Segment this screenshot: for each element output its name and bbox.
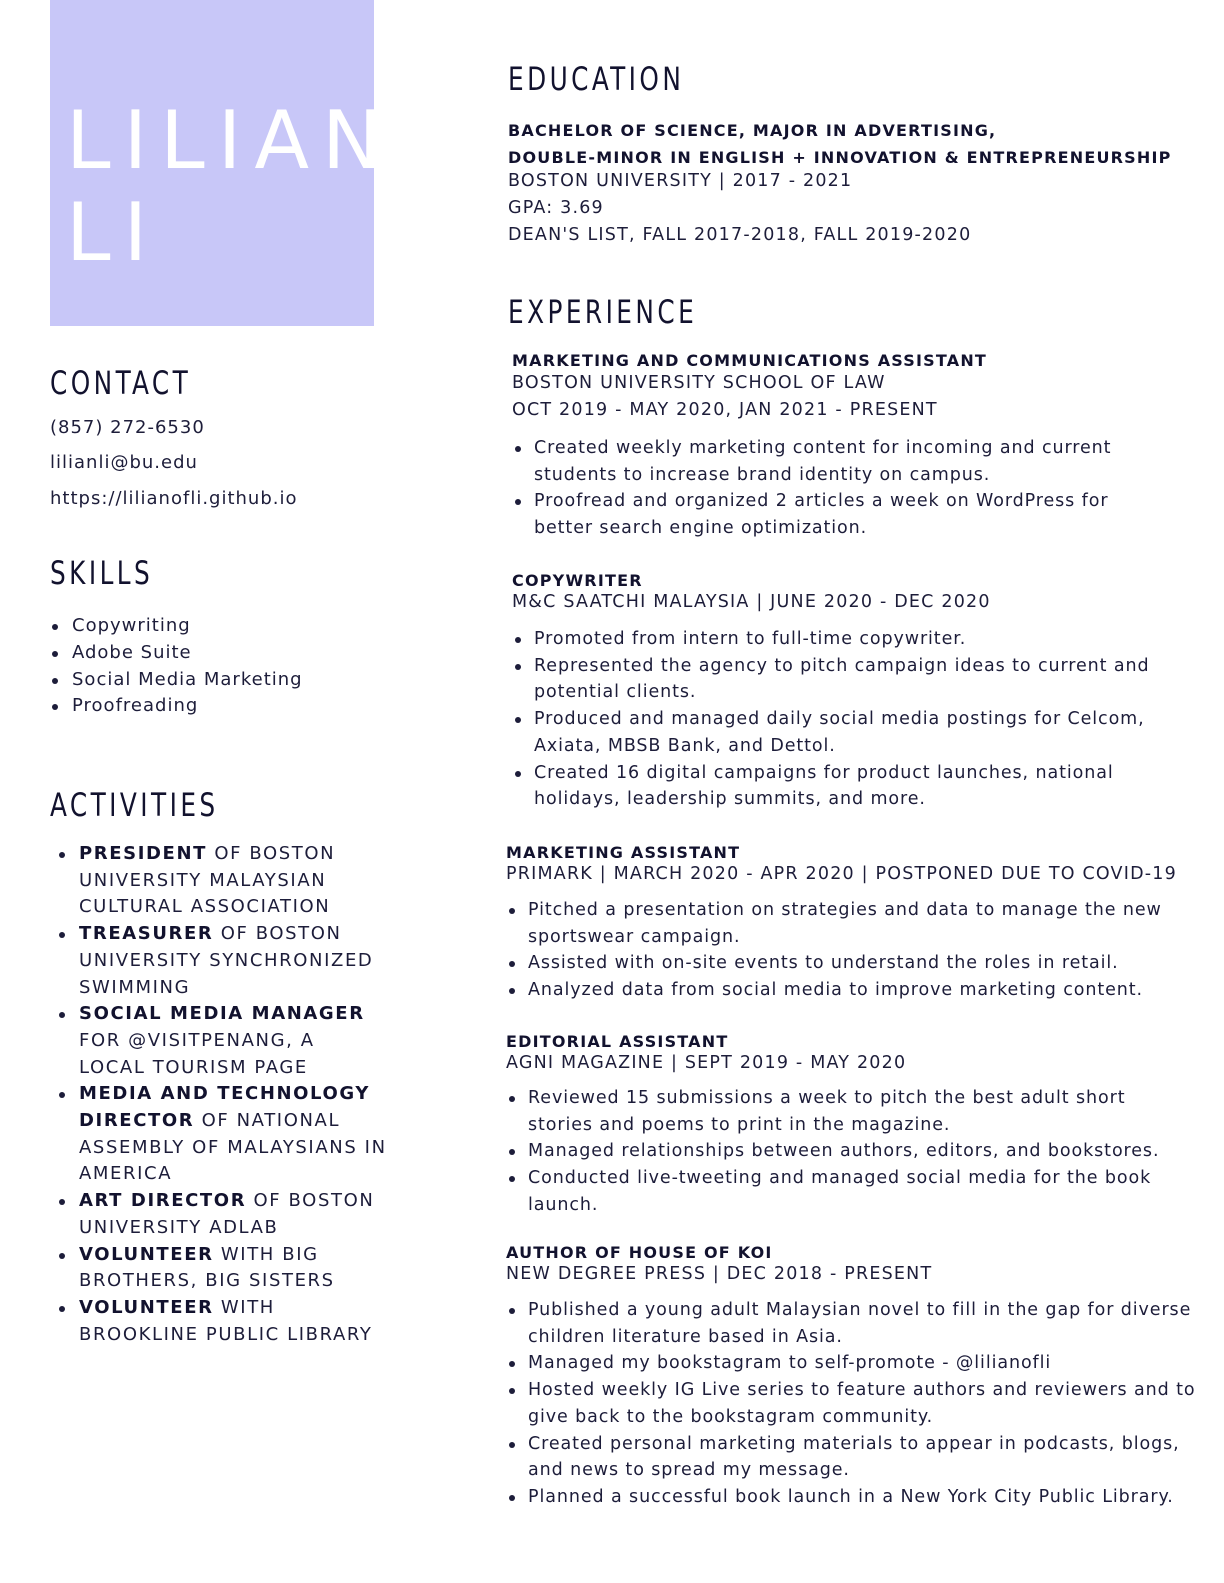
activity-item: [57, 921, 387, 1001]
activity-item: [57, 1188, 387, 1241]
job-bullet: Created weekly marketing content for incoming and current students to increase brand identity on campus.: [512, 435, 1152, 488]
activity-role: PRESIDENT: [79, 843, 207, 864]
contact-heading: CONTACT: [50, 364, 192, 402]
job-org: PRIMARK | MARCH 2020 - APR 2020 | POSTPONED DUE TO COVID-19: [506, 864, 1177, 884]
job-org: NEW DEGREE PRESS | DEC 2018 - PRESENT: [506, 1264, 933, 1284]
job-title: AUTHOR OF HOUSE OF KOI: [506, 1243, 773, 1262]
activity-role: MEDIA AND TECHNOLOGY DIRECTOR: [79, 1083, 371, 1132]
job-bullet: Produced and managed daily social media postings for Celcom, Axiata, MBSB Bank, and Dettol.: [512, 706, 1182, 759]
activity-detail: WITH BIG BROTHERS, BIG SISTERS: [79, 1243, 335, 1292]
job-bullet: Represented the agency to pitch campaign ideas to current and potential clients.: [512, 653, 1182, 706]
job-bullet: Hosted weekly IG Live series to feature authors and reviewers and to give back to the bookstagram community.: [506, 1377, 1206, 1430]
job-bullet: Analyzed data from social media to improve marketing content.: [506, 977, 1186, 1004]
job-title: MARKETING ASSISTANT: [506, 843, 741, 862]
skills-heading: SKILLS: [50, 554, 154, 592]
activities-list: [57, 841, 387, 1348]
activity-role: ART DIRECTOR: [79, 1190, 247, 1212]
activity-role: TREASURER: [79, 923, 214, 945]
skill-item: Social Media Marketing: [50, 667, 370, 694]
activity-role: SOCIAL MEDIA MANAGER: [79, 1003, 365, 1025]
activity-role: VOLUNTEER: [79, 1296, 214, 1318]
skill-item: Copywriting: [50, 613, 370, 640]
job-bullet: Pitched a presentation on strategies and data to manage the new sportswear campaign.: [506, 897, 1186, 950]
job-org: BOSTON UNIVERSITY SCHOOL OF LAW: [512, 373, 886, 393]
job-title: MARKETING AND COMMUNICATIONS ASSISTANT: [512, 351, 988, 370]
job-bullet: Assisted with on-site events to understand the roles in retail.: [506, 950, 1186, 977]
job-org: M&C SAATCHI MALAYSIA | JUNE 2020 - DEC 2020: [512, 592, 991, 612]
job-bullet: Created personal marketing materials to appear in podcasts, blogs, and news to spread my message.: [506, 1431, 1206, 1484]
activity-item: [57, 1081, 387, 1188]
activity-detail: WITH BROOKLINE PUBLIC LIBRARY: [79, 1296, 373, 1345]
activity-detail: OF BOSTON UNIVERSITY MALAYSIAN CULTURAL ASSOCIATION: [79, 843, 336, 918]
job-org: AGNI MAGAZINE | SEPT 2019 - MAY 2020: [506, 1053, 907, 1073]
job-bullet: Promoted from intern to full-time copywriter.: [512, 626, 1182, 653]
job-bullet: Published a young adult Malaysian novel to fill in the gap for diverse children literature based in Asia.: [506, 1297, 1206, 1350]
activity-item: [57, 1001, 387, 1081]
skill-item: Proofreading: [50, 693, 370, 720]
activity-role: VOLUNTEER: [79, 1243, 214, 1265]
job-bullets: [506, 1085, 1186, 1219]
activity-item: [57, 1242, 387, 1295]
name-block: [50, 0, 395, 326]
education-gpa: GPA: 3.69: [508, 198, 604, 218]
job-bullet: Planned a successful book launch in a New York City Public Library.: [506, 1484, 1206, 1511]
job-bullet: Reviewed 15 submissions a week to pitch the best adult short stories and poems to print in the magazine.: [506, 1085, 1186, 1138]
first-name: LILIAN: [66, 94, 395, 187]
contact-email[interactable]: lilianli@bu.edu: [50, 452, 198, 473]
job-bullets: [506, 1297, 1206, 1511]
job-title: COPYWRITER: [512, 571, 643, 590]
job-bullets: [512, 435, 1152, 542]
education-honors: DEAN'S LIST, FALL 2017-2018, FALL 2019-2020: [508, 225, 972, 245]
job-bullets: [506, 897, 1186, 1004]
activity-detail: OF BOSTON UNIVERSITY ADLAB: [79, 1190, 375, 1238]
degree-line-2: DOUBLE-MINOR IN ENGLISH + INNOVATION & ENTREPRENEURSHIP: [508, 148, 1172, 167]
job-bullet: Conducted live-tweeting and managed social media for the book launch.: [506, 1165, 1186, 1218]
skills-list: [50, 613, 370, 720]
job-dates: OCT 2019 - MAY 2020, JAN 2021 - PRESENT: [512, 400, 938, 420]
job-bullets: [512, 626, 1182, 813]
job-bullet: Created 16 digital campaigns for product launches, national holidays, leadership summits, and more.: [512, 760, 1182, 813]
last-name: LI: [66, 186, 161, 279]
job-bullet: Proofread and organized 2 articles a week on WordPress for better search engine optimization.: [512, 488, 1152, 541]
activity-detail: FOR @VISITPENANG, A LOCAL TOURISM PAGE: [79, 1029, 315, 1078]
job-bullet: Managed my bookstagram to self-promote - @lilianofli: [506, 1350, 1206, 1377]
education-heading: EDUCATION: [508, 60, 685, 98]
education-school: BOSTON UNIVERSITY | 2017 - 2021: [508, 171, 853, 191]
contact-phone: (857) 272-6530: [50, 417, 205, 438]
job-bullet: Managed relationships between authors, editors, and bookstores.: [506, 1138, 1186, 1165]
job-title: EDITORIAL ASSISTANT: [506, 1032, 729, 1051]
activity-item: [57, 1295, 387, 1348]
contact-website[interactable]: https://lilianofli.github.io: [50, 488, 298, 509]
activity-detail: OF NATIONAL ASSEMBLY OF MALAYSIANS IN AMERICA: [79, 1110, 387, 1185]
activities-heading: ACTIVITIES: [50, 786, 219, 824]
skill-item: Adobe Suite: [50, 640, 370, 667]
experience-heading: EXPERIENCE: [508, 293, 698, 331]
activity-item: [57, 841, 387, 921]
degree-line-1: BACHELOR OF SCIENCE, MAJOR IN ADVERTISING,: [508, 121, 997, 140]
activity-detail: OF BOSTON UNIVERSITY SYNCHRONIZED SWIMMING: [79, 923, 374, 998]
